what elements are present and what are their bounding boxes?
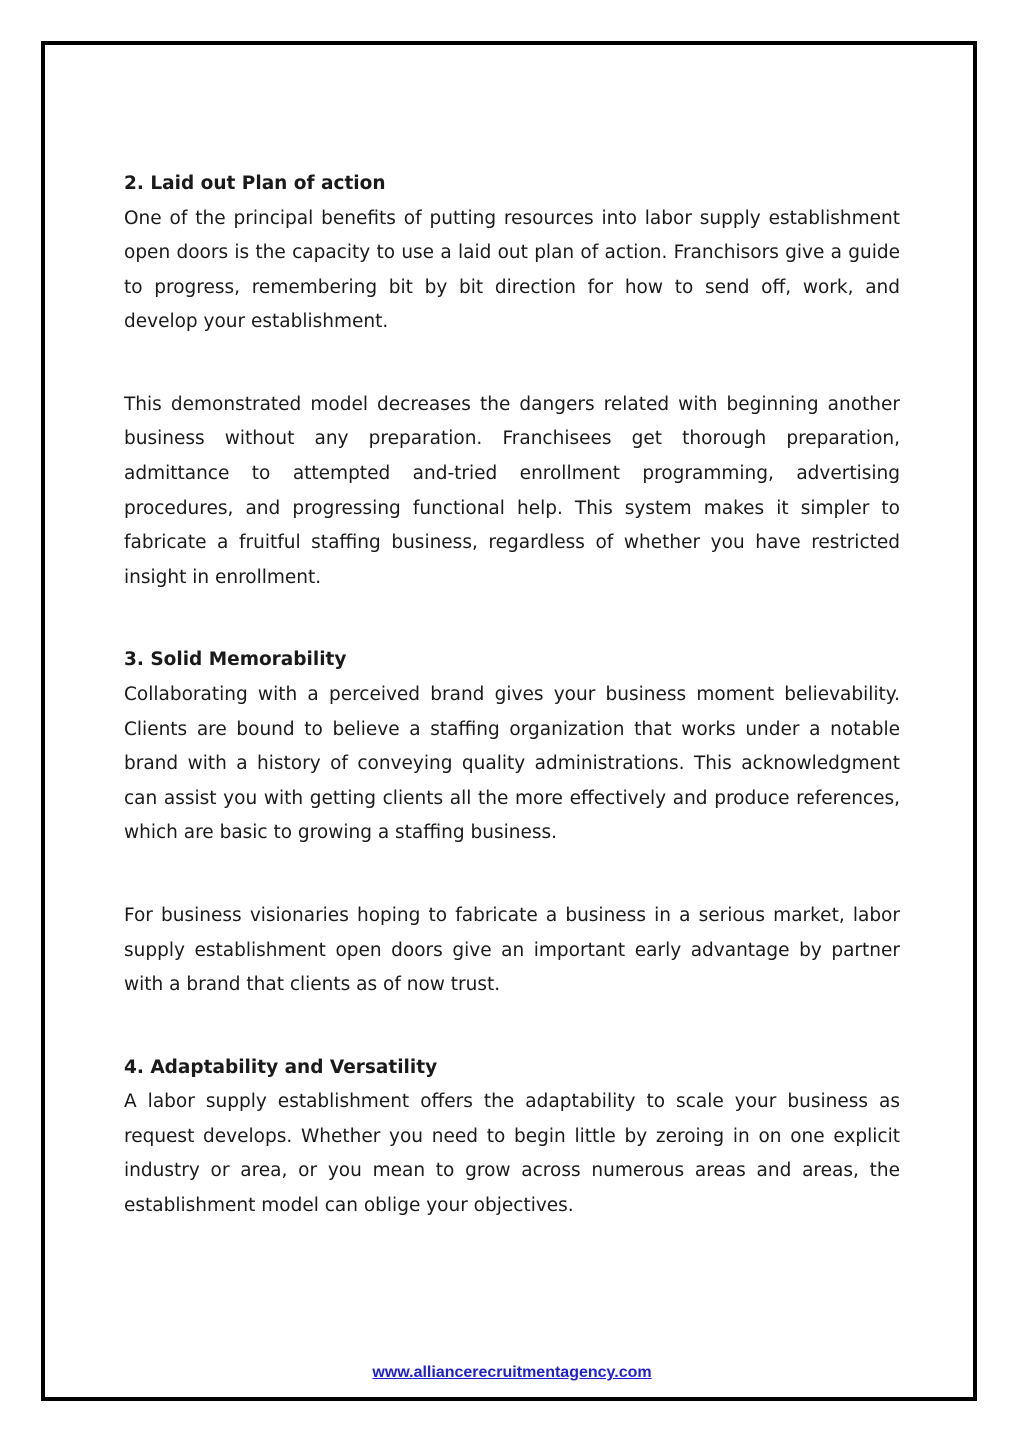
footer-website-link[interactable]: www.alliancerecruitmentagency.com (372, 1364, 652, 1381)
paragraph: This demonstrated model decreases the dangers related with beginning another business without any preparation. Franchisees get thorough preparation, admittance to attempted and-tried enrollment programming, advertising procedures, and progressing functional help. This system makes it simpler to fabricate a fruitful staffing business, regardless of whether you have restricted insight in enrollment. (124, 393, 900, 588)
section-brand-recognition (124, 643, 900, 1050)
section-business-plan (124, 167, 900, 643)
paragraph: One of the principal benefits of putting resources into labor supply establishment open doors is the capacity to use a laid out plan of action. Franchisors give a guide to progress, remembering bit by bit direction for how to send off, work, and develop your establishment. (124, 207, 900, 333)
paragraph: For business visionaries hoping to fabricate a business in a serious market, labor supply establishment open doors give an important early advantage by partner with a brand that clients as of now trust. (124, 904, 900, 996)
section-heading: 2. Laid out Plan of action (124, 173, 386, 194)
document-body (124, 167, 900, 1224)
section-heading: 3. Solid Memorability (124, 649, 347, 671)
section-heading: 4. Adaptability and Versatility (124, 1056, 438, 1078)
paragraph: A labor supply establishment offers the adaptability to scale your business as request develops. Whether you need to begin little by zeroing in on one explicit industry or area, or you mean to grow across numerous areas and areas, the establishment model can oblige your objectives. (124, 1091, 900, 1216)
section-flexibility (124, 1051, 900, 1224)
paragraph: Collaborating with a perceived brand gives your business moment believability. Clients are bound to believe a staffing organization that works under a notable brand with a history of conveying quality administrations. This acknowledgment can assist you with getting clients all the more effectively and produce references, which are basic to growing a staffing business. (124, 683, 900, 844)
